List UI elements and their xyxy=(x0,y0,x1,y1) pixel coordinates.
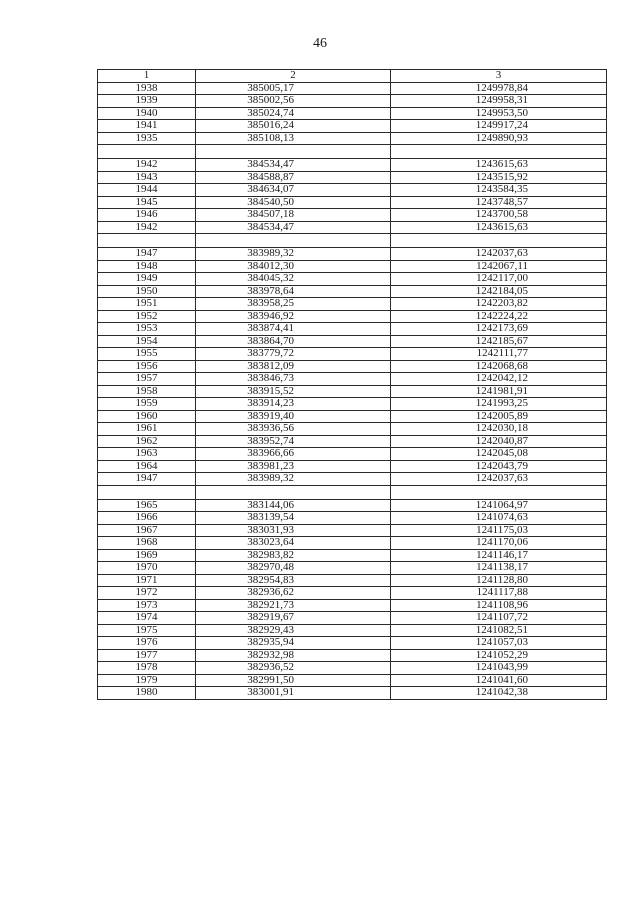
point-number-cell: 1966 xyxy=(98,512,196,525)
y-coordinate-cell: 1241170,06 xyxy=(391,537,607,550)
y-coordinate-cell: 1242203,82 xyxy=(391,298,607,311)
x-coordinate-cell: 383946,92 xyxy=(196,310,391,323)
point-number-cell: 1965 xyxy=(98,499,196,512)
point-number-cell: 1964 xyxy=(98,460,196,473)
table-row xyxy=(98,184,607,197)
x-coordinate-cell: 384534,47 xyxy=(196,159,391,172)
y-coordinate-cell: 1241057,03 xyxy=(391,637,607,650)
x-coordinate-cell: 383144,06 xyxy=(196,499,391,512)
x-coordinate-cell: 383978,64 xyxy=(196,285,391,298)
y-coordinate-cell: 1242111,77 xyxy=(391,348,607,361)
y-coordinate-cell: 1243615,63 xyxy=(391,221,607,234)
table-row xyxy=(98,335,607,348)
table-header-row xyxy=(98,70,607,83)
table-row xyxy=(98,360,607,373)
coordinates-table xyxy=(97,69,607,700)
x-coordinate-cell: 384540,50 xyxy=(196,196,391,209)
point-number-cell: 1962 xyxy=(98,435,196,448)
point-number-cell: 1979 xyxy=(98,674,196,687)
y-coordinate-cell: 1242117,00 xyxy=(391,273,607,286)
point-number-cell: 1957 xyxy=(98,373,196,386)
point-number-cell: 1944 xyxy=(98,184,196,197)
x-coordinate-cell: 383989,32 xyxy=(196,248,391,261)
y-coordinate-cell: 1242068,68 xyxy=(391,360,607,373)
y-coordinate-cell: 1241107,72 xyxy=(391,612,607,625)
x-coordinate-cell: 383958,25 xyxy=(196,298,391,311)
y-coordinate-cell: 1241043,99 xyxy=(391,662,607,675)
point-number-cell: 1974 xyxy=(98,612,196,625)
table-row xyxy=(98,687,607,700)
x-coordinate-cell: 382983,82 xyxy=(196,549,391,562)
table-row xyxy=(98,612,607,625)
point-number-cell: 1961 xyxy=(98,423,196,436)
point-number-cell: 1954 xyxy=(98,335,196,348)
y-coordinate-cell: 1242224,22 xyxy=(391,310,607,323)
table-row xyxy=(98,624,607,637)
point-number-cell: 1943 xyxy=(98,171,196,184)
empty-cell xyxy=(391,234,607,248)
point-number-cell: 1939 xyxy=(98,95,196,108)
x-coordinate-cell: 383779,72 xyxy=(196,348,391,361)
empty-cell xyxy=(98,485,196,499)
x-coordinate-cell: 383846,73 xyxy=(196,373,391,386)
separator-row xyxy=(98,234,607,248)
table-row xyxy=(98,171,607,184)
point-number-cell: 1935 xyxy=(98,132,196,145)
y-coordinate-cell: 1249978,84 xyxy=(391,82,607,95)
table-row xyxy=(98,599,607,612)
table-row xyxy=(98,662,607,675)
x-coordinate-cell: 382954,83 xyxy=(196,574,391,587)
y-coordinate-cell: 1249958,31 xyxy=(391,95,607,108)
y-coordinate-cell: 1242043,79 xyxy=(391,460,607,473)
point-number-cell: 1956 xyxy=(98,360,196,373)
point-number-cell: 1955 xyxy=(98,348,196,361)
y-coordinate-cell: 1242173,69 xyxy=(391,323,607,336)
point-number-cell: 1976 xyxy=(98,637,196,650)
x-coordinate-cell: 385024,74 xyxy=(196,107,391,120)
y-coordinate-cell: 1241993,25 xyxy=(391,398,607,411)
point-number-cell: 1947 xyxy=(98,473,196,486)
y-coordinate-cell: 1249917,24 xyxy=(391,120,607,133)
point-number-cell: 1942 xyxy=(98,159,196,172)
x-coordinate-cell: 382932,98 xyxy=(196,649,391,662)
table-row xyxy=(98,587,607,600)
x-coordinate-cell: 382929,43 xyxy=(196,624,391,637)
point-number-cell: 1945 xyxy=(98,196,196,209)
y-coordinate-cell: 1241041,60 xyxy=(391,674,607,687)
y-coordinate-cell: 1243515,92 xyxy=(391,171,607,184)
point-number-cell: 1978 xyxy=(98,662,196,675)
point-number-cell: 1946 xyxy=(98,209,196,222)
x-coordinate-cell: 383915,52 xyxy=(196,385,391,398)
point-number-cell: 1953 xyxy=(98,323,196,336)
x-coordinate-cell: 383023,64 xyxy=(196,537,391,550)
x-coordinate-cell: 383989,32 xyxy=(196,473,391,486)
table-row xyxy=(98,674,607,687)
empty-cell xyxy=(98,145,196,159)
table-row xyxy=(98,373,607,386)
y-coordinate-cell: 1242037,63 xyxy=(391,473,607,486)
x-coordinate-cell: 385002,56 xyxy=(196,95,391,108)
table-row xyxy=(98,95,607,108)
table-row xyxy=(98,348,607,361)
x-coordinate-cell: 383864,70 xyxy=(196,335,391,348)
x-coordinate-cell: 382921,73 xyxy=(196,599,391,612)
x-coordinate-cell: 384507,18 xyxy=(196,209,391,222)
y-coordinate-cell: 1241981,91 xyxy=(391,385,607,398)
point-number-cell: 1951 xyxy=(98,298,196,311)
x-coordinate-cell: 383966,66 xyxy=(196,448,391,461)
table-row xyxy=(98,649,607,662)
x-coordinate-cell: 382919,67 xyxy=(196,612,391,625)
x-coordinate-cell: 385016,24 xyxy=(196,120,391,133)
point-number-cell: 1977 xyxy=(98,649,196,662)
point-number-cell: 1950 xyxy=(98,285,196,298)
separator-row xyxy=(98,145,607,159)
y-coordinate-cell: 1241128,80 xyxy=(391,574,607,587)
x-coordinate-cell: 382935,94 xyxy=(196,637,391,650)
y-coordinate-cell: 1242030,18 xyxy=(391,423,607,436)
y-coordinate-cell: 1241175,03 xyxy=(391,524,607,537)
table-row xyxy=(98,473,607,486)
table-row xyxy=(98,82,607,95)
point-number-cell: 1949 xyxy=(98,273,196,286)
x-coordinate-cell: 382936,62 xyxy=(196,587,391,600)
empty-cell xyxy=(391,145,607,159)
table-row xyxy=(98,448,607,461)
y-coordinate-cell: 1243584,35 xyxy=(391,184,607,197)
table-row xyxy=(98,574,607,587)
table-row xyxy=(98,209,607,222)
point-number-cell: 1942 xyxy=(98,221,196,234)
point-number-cell: 1972 xyxy=(98,587,196,600)
x-coordinate-cell: 382936,52 xyxy=(196,662,391,675)
y-coordinate-cell: 1242042,12 xyxy=(391,373,607,386)
table-row xyxy=(98,310,607,323)
page-number: 46 xyxy=(313,36,327,51)
table-row xyxy=(98,537,607,550)
table-row xyxy=(98,298,607,311)
table-body xyxy=(98,82,607,699)
y-coordinate-cell: 1241074,63 xyxy=(391,512,607,525)
table-row xyxy=(98,385,607,398)
y-coordinate-cell: 1241052,29 xyxy=(391,649,607,662)
x-coordinate-cell: 383981,23 xyxy=(196,460,391,473)
point-number-cell: 1973 xyxy=(98,599,196,612)
y-coordinate-cell: 1241042,38 xyxy=(391,687,607,700)
x-coordinate-cell: 383031,93 xyxy=(196,524,391,537)
table-row xyxy=(98,562,607,575)
table-row xyxy=(98,398,607,411)
x-coordinate-cell: 384634,07 xyxy=(196,184,391,197)
point-number-cell: 1968 xyxy=(98,537,196,550)
point-number-cell: 1947 xyxy=(98,248,196,261)
table-row xyxy=(98,423,607,436)
point-number-cell: 1967 xyxy=(98,524,196,537)
table-row xyxy=(98,120,607,133)
point-number-cell: 1940 xyxy=(98,107,196,120)
y-coordinate-cell: 1241146,17 xyxy=(391,549,607,562)
table-row xyxy=(98,460,607,473)
x-coordinate-cell: 383919,40 xyxy=(196,410,391,423)
table-row xyxy=(98,273,607,286)
point-number-cell: 1975 xyxy=(98,624,196,637)
table-row xyxy=(98,221,607,234)
x-coordinate-cell: 383001,91 xyxy=(196,687,391,700)
point-number-cell: 1959 xyxy=(98,398,196,411)
table-row xyxy=(98,159,607,172)
column-header-point: 1 xyxy=(98,70,196,83)
y-coordinate-cell: 1242045,08 xyxy=(391,448,607,461)
separator-row xyxy=(98,485,607,499)
point-number-cell: 1948 xyxy=(98,260,196,273)
x-coordinate-cell: 382991,50 xyxy=(196,674,391,687)
table-row xyxy=(98,260,607,273)
y-coordinate-cell: 1249953,50 xyxy=(391,107,607,120)
x-coordinate-cell: 383139,54 xyxy=(196,512,391,525)
point-number-cell: 1969 xyxy=(98,549,196,562)
y-coordinate-cell: 1241138,17 xyxy=(391,562,607,575)
x-coordinate-cell: 384534,47 xyxy=(196,221,391,234)
x-coordinate-cell: 385108,13 xyxy=(196,132,391,145)
point-number-cell: 1938 xyxy=(98,82,196,95)
x-coordinate-cell: 384012,30 xyxy=(196,260,391,273)
table-row xyxy=(98,637,607,650)
table-row xyxy=(98,107,607,120)
x-coordinate-cell: 383952,74 xyxy=(196,435,391,448)
empty-cell xyxy=(98,234,196,248)
x-coordinate-cell: 383874,41 xyxy=(196,323,391,336)
table-row xyxy=(98,549,607,562)
point-number-cell: 1960 xyxy=(98,410,196,423)
empty-cell xyxy=(196,234,391,248)
table-row xyxy=(98,285,607,298)
point-number-cell: 1941 xyxy=(98,120,196,133)
point-number-cell: 1970 xyxy=(98,562,196,575)
y-coordinate-cell: 1241117,88 xyxy=(391,587,607,600)
table-row xyxy=(98,410,607,423)
y-coordinate-cell: 1241108,96 xyxy=(391,599,607,612)
table-row xyxy=(98,524,607,537)
empty-cell xyxy=(391,485,607,499)
table-row xyxy=(98,512,607,525)
empty-cell xyxy=(196,485,391,499)
y-coordinate-cell: 1242184,05 xyxy=(391,285,607,298)
table-row xyxy=(98,132,607,145)
table-row xyxy=(98,196,607,209)
table-row xyxy=(98,499,607,512)
x-coordinate-cell: 385005,17 xyxy=(196,82,391,95)
point-number-cell: 1971 xyxy=(98,574,196,587)
table-row xyxy=(98,248,607,261)
y-coordinate-cell: 1242037,63 xyxy=(391,248,607,261)
y-coordinate-cell: 1243700,58 xyxy=(391,209,607,222)
empty-cell xyxy=(196,145,391,159)
table-row xyxy=(98,435,607,448)
x-coordinate-cell: 382970,48 xyxy=(196,562,391,575)
y-coordinate-cell: 1243748,57 xyxy=(391,196,607,209)
x-coordinate-cell: 383812,09 xyxy=(196,360,391,373)
point-number-cell: 1980 xyxy=(98,687,196,700)
y-coordinate-cell: 1242040,87 xyxy=(391,435,607,448)
y-coordinate-cell: 1241082,51 xyxy=(391,624,607,637)
x-coordinate-cell: 384045,32 xyxy=(196,273,391,286)
x-coordinate-cell: 383914,23 xyxy=(196,398,391,411)
y-coordinate-cell: 1243615,63 xyxy=(391,159,607,172)
column-header-y: 3 xyxy=(391,70,607,83)
y-coordinate-cell: 1242067,11 xyxy=(391,260,607,273)
column-header-x: 2 xyxy=(196,70,391,83)
point-number-cell: 1958 xyxy=(98,385,196,398)
x-coordinate-cell: 384588,87 xyxy=(196,171,391,184)
x-coordinate-cell: 383936,56 xyxy=(196,423,391,436)
table-row xyxy=(98,323,607,336)
y-coordinate-cell: 1242185,67 xyxy=(391,335,607,348)
point-number-cell: 1963 xyxy=(98,448,196,461)
y-coordinate-cell: 1242005,89 xyxy=(391,410,607,423)
point-number-cell: 1952 xyxy=(98,310,196,323)
y-coordinate-cell: 1241064,97 xyxy=(391,499,607,512)
y-coordinate-cell: 1249890,93 xyxy=(391,132,607,145)
